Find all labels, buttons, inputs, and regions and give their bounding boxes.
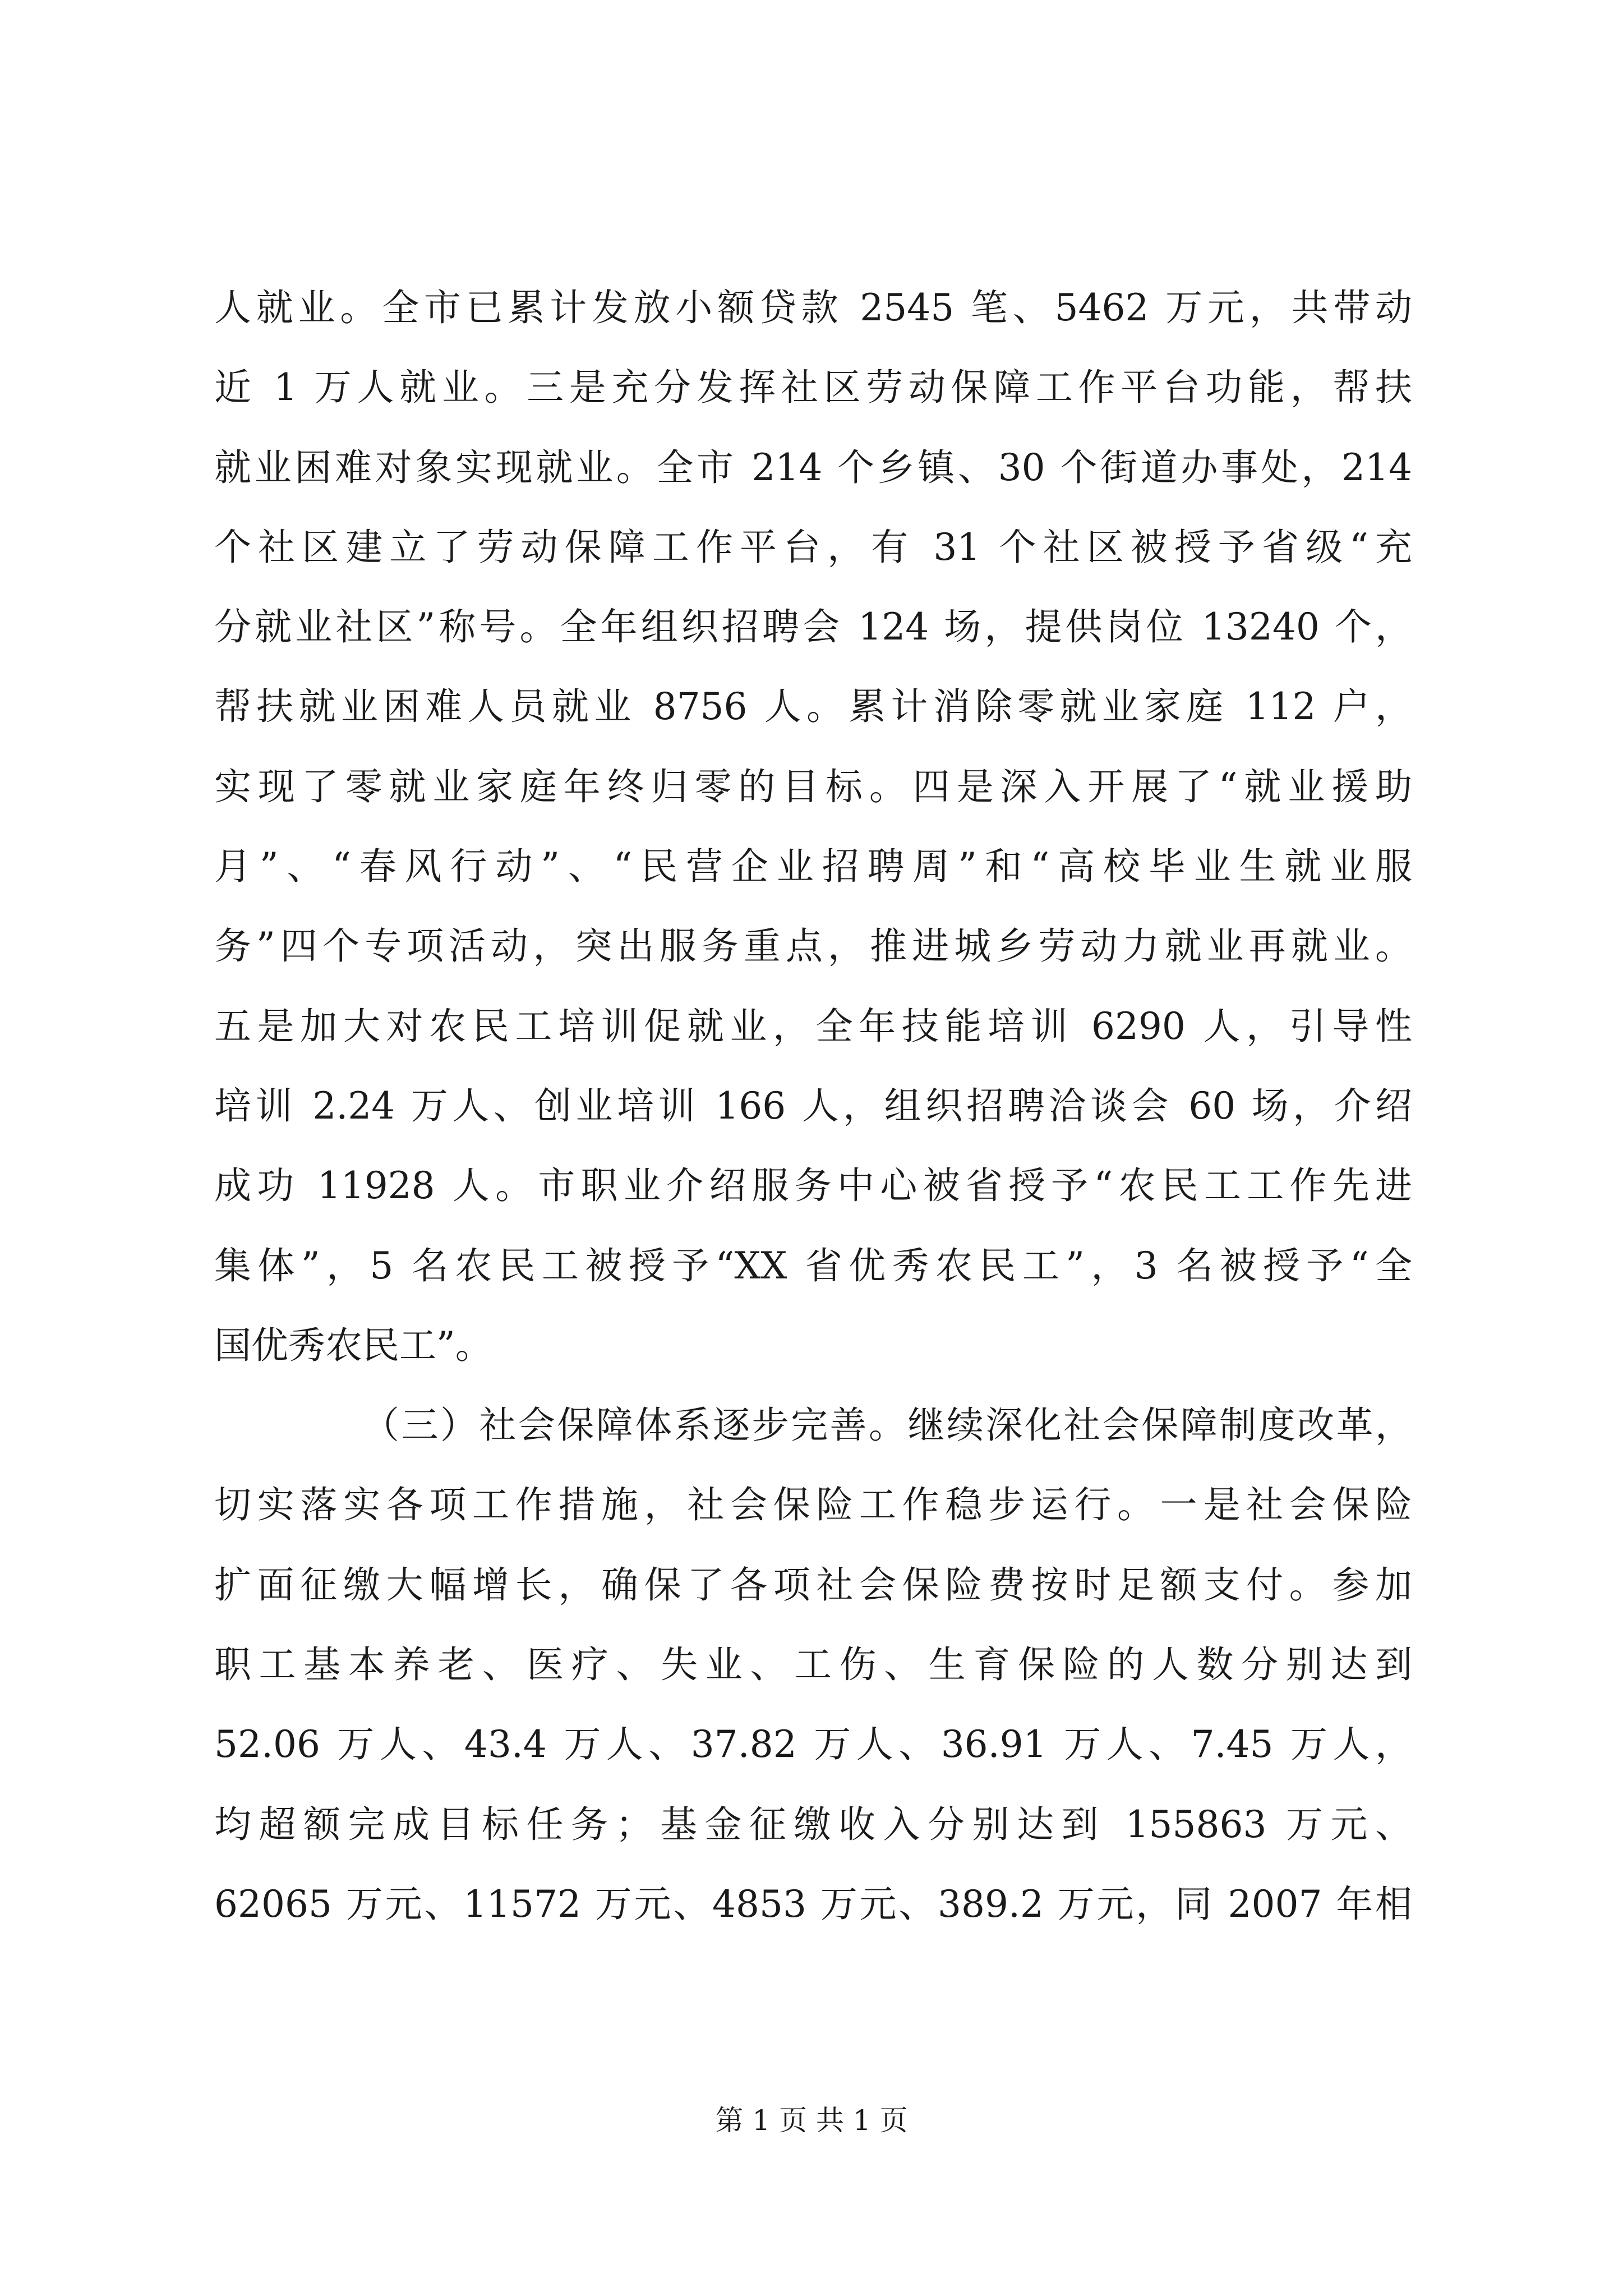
text-line: 集体”，5 名农民工被授予“XX 省优秀农民工”，3 名被授予“全 [214,1244,1412,1287]
text-line: 个社区建立了劳动保障工作平台，有 31 个社区被授予省级“充 [214,525,1412,569]
text-line: 人就业。全市已累计发放小额贷款 2545 笔、5462 万元，共带动 [214,286,1412,329]
text-line: 均超额完成目标任务；基金征缴收入分别达到 155863 万元、 [214,1802,1412,1846]
paragraph-end-line: 国优秀农民工”。 [214,1323,492,1367]
text-line: 务”四个专项活动，突出服务重点，推进城乡劳动力就业再就业。 [214,924,1412,968]
text-line: 成功 11928 人。市职业介绍服务中心被省授予“农民工工作先进 [214,1164,1412,1208]
text-line: 培训 2.24 万人、创业培训 166 人，组织招聘洽谈会 60 场，介绍 [214,1084,1412,1128]
text-line: 62065 万元、11572 万元、4853 万元、389.2 万元，同 2007 年相 [214,1882,1412,1926]
page-footer: 第 1 页 共 1 页 [715,2104,908,2137]
text-line: 52.06 万人、43.4 万人、37.82 万人、36.91 万人、7.45 万人， [214,1723,1412,1766]
text-line: 切实落实各项工作措施，社会保险工作稳步运行。一是社会保险 [214,1483,1412,1527]
text-line: 月”、“春风行动”、“民营企业招聘周”和“高校毕业生就业服 [214,845,1412,889]
section-heading-line: （三）社会保障体系逐步完善。继续深化社会保障制度改革， [362,1404,1412,1447]
text-line: 帮扶就业困难人员就业 8756 人。累计消除零就业家庭 112 户， [214,685,1412,729]
text-line: 分就业社区”称号。全年组织招聘会 124 场，提供岗位 13240 个， [214,605,1412,649]
text-line: 近 1 万人就业。三是充分发挥社区劳动保障工作平台功能，帮扶 [214,366,1412,409]
document-body [214,268,1412,1944]
text-line: 五是加大对农民工培训促就业，全年技能培训 6290 人，引导性 [214,1004,1412,1048]
text-line: 职工基本养老、医疗、失业、工伤、生育保险的人数分别达到 [214,1643,1412,1687]
text-line: 实现了零就业家庭年终归零的目标。四是深入开展了“就业援助 [214,765,1412,808]
text-line: 就业困难对象实现就业。全市 214 个乡镇、30 个街道办事处，214 [214,445,1412,489]
text-line: 扩面征缴大幅增长，确保了各项社会保险费按时足额支付。参加 [214,1563,1412,1607]
